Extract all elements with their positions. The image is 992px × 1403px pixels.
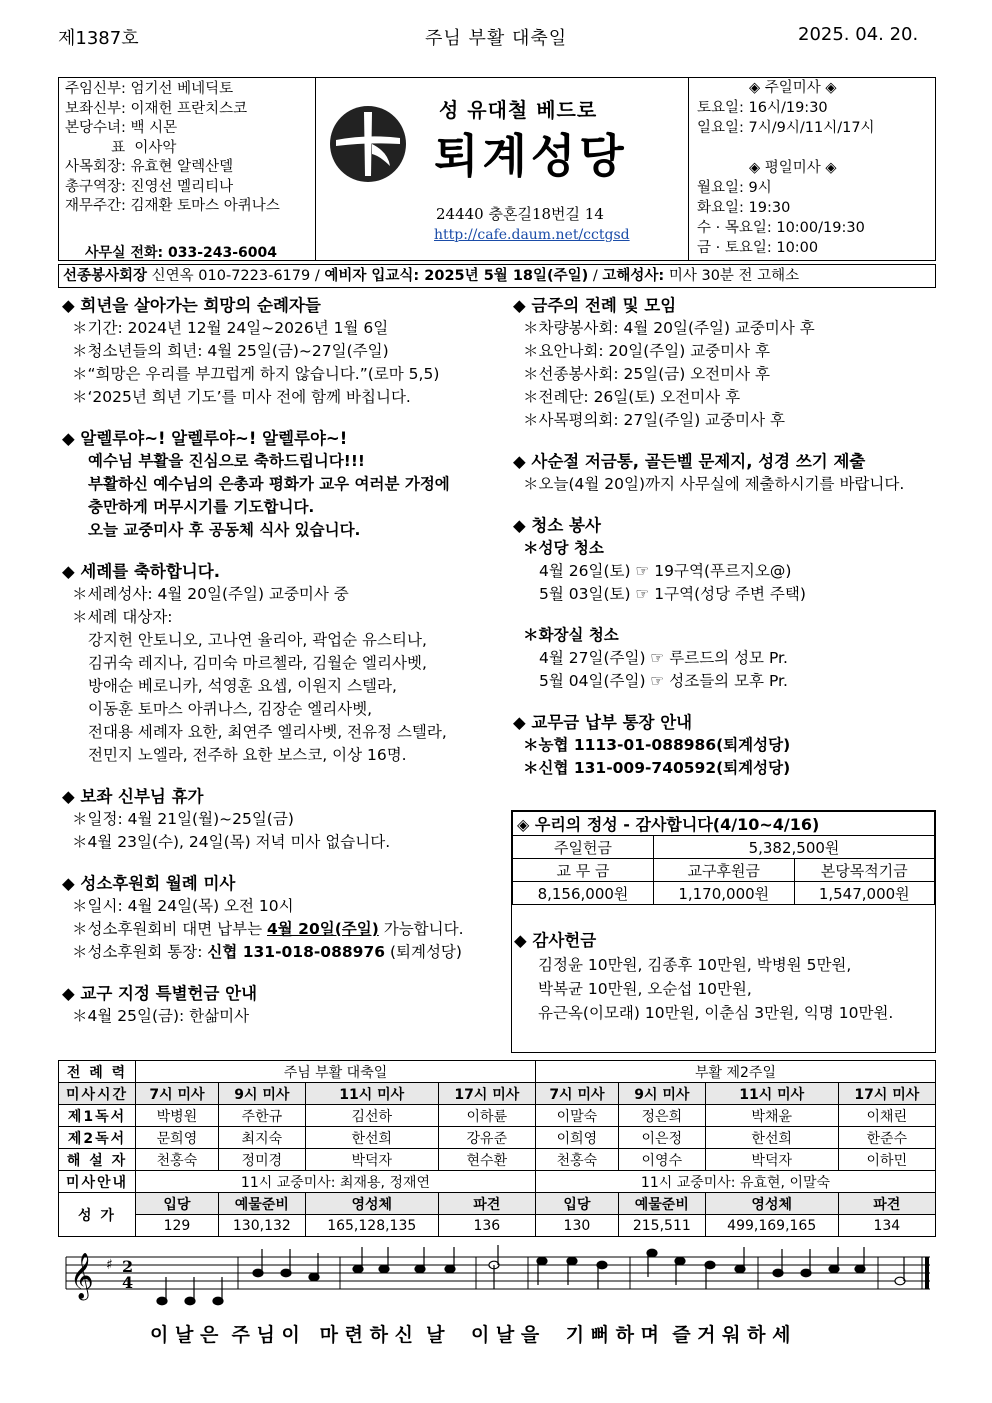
table-cell: 215,511 xyxy=(618,1215,705,1237)
left-column xyxy=(62,294,502,1028)
notes xyxy=(157,1245,905,1305)
list-item: ＊오늘(4월 20일)까지 사무실에 제출하시기를 바랍니다. xyxy=(523,475,905,493)
list-item: 4월 27일(주일) ☞ 루르드의 성모 Pr. xyxy=(539,649,788,667)
sharp-icon: ♯ xyxy=(106,1257,113,1273)
list-item: 전대용 세례자 요한, 최연주 엘리사벳, 전유정 스텔라, xyxy=(88,723,447,741)
list-item xyxy=(62,918,502,941)
table-cell: 천홍숙 xyxy=(535,1149,618,1171)
list-item: ＊농협 1113-01-088986(퇴계성당) xyxy=(523,736,791,754)
offering-value: 1,170,000원 xyxy=(654,882,795,905)
row-label: 제2독서 xyxy=(59,1127,136,1149)
list-item: 이동훈 토마스 아퀴나스, 김장순 엘리사벳, xyxy=(88,700,373,718)
sunday-mass-title: ◈ 주일미사 ◈ xyxy=(749,80,837,96)
section-title: ◆ 사순절 저금통, 골든벨 문제지, 성경 쓰기 제출 xyxy=(513,452,866,471)
list-item: 박복균 10만원, 오순섭 10만원, xyxy=(538,980,752,998)
table-cell: 박덕자 xyxy=(305,1149,438,1171)
music-staff xyxy=(58,1245,936,1315)
table-cell: 이하민 xyxy=(838,1149,935,1171)
list-item: ＊‘2025년 희년 기도’를 미사 전에 함께 바칩니다. xyxy=(72,388,411,406)
table-cell: 9시 미사 xyxy=(618,1083,705,1105)
church-address: 24440 충혼길18번길 14 xyxy=(436,205,604,223)
table-cell: 한선희 xyxy=(305,1127,438,1149)
staff-list xyxy=(65,80,280,217)
table-cell: 7시 미사 xyxy=(535,1083,618,1105)
list-item: 유근옥(이모래) 10만원, 이춘심 3만원, 익명 10만원. xyxy=(538,1004,894,1022)
offering-value: 5,382,500원 xyxy=(654,836,935,859)
row-label: 해 설 자 xyxy=(59,1149,136,1171)
sunday-mass-line: 일요일: 7시/9시/11시/17시 xyxy=(697,120,875,136)
list-item: ＊사목평의회: 27일(주일) 교중미사 후 xyxy=(523,411,785,429)
offering-value: 1,547,000원 xyxy=(794,882,935,905)
info-value: / xyxy=(588,268,603,284)
table-cell: 130,132 xyxy=(218,1215,305,1237)
list-item: ＊4월 25일(금): 한삶미사 xyxy=(72,1007,250,1025)
table-cell: 134 xyxy=(838,1215,935,1237)
table-cell: 박채윤 xyxy=(705,1105,838,1127)
info-bar xyxy=(58,264,936,288)
week-header: 부활 제2주일 xyxy=(535,1061,935,1083)
church-banner xyxy=(315,78,689,260)
offering-title: ◈ 우리의 정성 - 감사합니다(4/10~4/16) xyxy=(513,812,935,836)
table-cell: 한선희 xyxy=(705,1127,838,1149)
text: 4월 20일(주일) xyxy=(267,920,379,938)
section-title: ◆ 성소후원회 월례 미사 xyxy=(62,874,236,893)
list-item: 김정윤 10만원, 김종후 10만원, 박병원 5만원, xyxy=(538,956,852,974)
table-cell: 예물준비 xyxy=(218,1193,305,1215)
info-value: 미사 30분 전 고해소 xyxy=(664,268,800,284)
table-cell: 정미경 xyxy=(218,1149,305,1171)
thanks-offering xyxy=(514,929,893,1025)
header-box xyxy=(58,77,936,261)
time-signature-top: 2 xyxy=(122,1257,134,1276)
list-item: ＊차량봉사회: 4월 20일(주일) 교중미사 후 xyxy=(523,319,815,337)
list-item: 5월 04일(주일) ☞ 성조들의 모후 Pr. xyxy=(539,672,788,690)
staff-line: 사목회장: 유효현 알렉산델 xyxy=(65,159,234,175)
offering-table xyxy=(512,811,935,905)
table-cell: 파견 xyxy=(838,1193,935,1215)
list-item: ＊성당 청소 xyxy=(523,539,604,557)
weekday-mass-title: ◈ 평일미사 ◈ xyxy=(749,160,837,176)
section-title: ◆ 감사헌금 xyxy=(514,931,597,950)
table-cell: 영성체 xyxy=(705,1193,838,1215)
weekday-mass-line: 월요일: 9시 xyxy=(697,180,772,196)
list-item: ＊4월 23일(수), 24일(목) 저녁 미사 없습니다. xyxy=(72,833,391,851)
right-column xyxy=(513,294,938,780)
table-cell: 박덕자 xyxy=(705,1149,838,1171)
issue-number: 제1387호 xyxy=(58,28,139,49)
table-cell: 예물준비 xyxy=(618,1193,705,1215)
list-item: 예수님 부활을 진심으로 축하드립니다!!! xyxy=(88,452,365,470)
list-item: ＊일시: 4월 24일(목) 오전 10시 xyxy=(72,897,294,915)
list-item: 방애순 베로니카, 석영훈 요셉, 이원지 스텔라, xyxy=(88,677,397,695)
table-cell: 130 xyxy=(535,1215,618,1237)
table-cell: 7시 미사 xyxy=(136,1083,219,1105)
weekday-mass-line: 수 · 목요일: 10:00/19:30 xyxy=(697,220,865,236)
section-title: ◆ 금주의 전례 및 모임 xyxy=(513,296,677,315)
row-label: 성 가 xyxy=(59,1193,136,1237)
church-url-link[interactable]: http://cafe.daum.net/cctgsd xyxy=(434,227,630,243)
info-label: 선종봉사회장 xyxy=(63,268,148,284)
hymn-lyrics: 이 날 은 주 님 이 마 련 하 신 날 이 날 을 기 뻐 하 며 즐 거 워 하 세 xyxy=(150,1324,791,1346)
table-cell: 11시 미사 xyxy=(705,1083,838,1105)
table-cell: 9시 미사 xyxy=(218,1083,305,1105)
list-item: 5월 03일(토) ☞ 1구역(성당 주변 주택) xyxy=(539,585,806,603)
feast-title: 주님 부활 대축일 xyxy=(425,28,568,49)
list-item: ＊“희망은 우리를 부끄럽게 하지 않습니다.”(로마 5,5) xyxy=(72,365,440,383)
table-cell: 165,128,135 xyxy=(305,1215,438,1237)
list-item: 강지헌 안토니오, 고나연 율리아, 곽업순 유스티나, xyxy=(88,631,427,649)
staff-line: 표 이사악 xyxy=(65,139,177,156)
row-label: 미사시간 xyxy=(59,1083,136,1105)
table-cell: 주한규 xyxy=(218,1105,305,1127)
list-item: ＊청소년들의 희년: 4월 25일(금)~27일(주일) xyxy=(72,342,389,360)
table-cell: 129 xyxy=(136,1215,219,1237)
section-title: ◆ 교무금 납부 통장 안내 xyxy=(513,713,693,732)
table-cell: 17시 미사 xyxy=(438,1083,535,1105)
bulletin-date: 2025. 04. 20. xyxy=(798,24,919,45)
info-label: 예비자 입교식: 2025년 5월 18일(주일) xyxy=(324,268,589,284)
offering-label: 교 무 금 xyxy=(513,859,654,882)
list-item xyxy=(62,941,502,964)
weekday-mass-line: 금 · 토요일: 10:00 xyxy=(697,240,819,256)
list-item: ＊화장실 청소 xyxy=(523,626,619,644)
table-cell: 이채린 xyxy=(838,1105,935,1127)
table-cell: 박병원 xyxy=(136,1105,219,1127)
table-cell: 11시 미사 xyxy=(305,1083,438,1105)
table-cell: 정은희 xyxy=(618,1105,705,1127)
section-title: ◆ 교구 지정 특별헌금 안내 xyxy=(62,984,258,1003)
table-cell: 11시 교중미사: 최재용, 정재연 xyxy=(136,1171,536,1193)
weekday-mass-line: 화요일: 19:30 xyxy=(697,200,791,216)
week-header: 주님 부활 대축일 xyxy=(136,1061,536,1083)
list-item: ＊세례 대상자: xyxy=(72,608,173,626)
info-label: 고해성사: xyxy=(602,268,665,284)
list-item: 전민지 노엘라, 전주하 요한 보스코, 이상 16명. xyxy=(88,746,407,764)
mass-times xyxy=(697,78,875,258)
list-item: ＊세례성사: 4월 20일(주일) 교중미사 중 xyxy=(72,585,349,603)
staff-line: 보좌신부: 이재헌 프란치스코 xyxy=(65,100,248,117)
table-cell: 499,169,165 xyxy=(705,1215,838,1237)
list-item: ＊신협 131-009-740592(퇴계성당) xyxy=(523,759,791,777)
section-title: ◆ 청소 봉사 xyxy=(513,516,601,535)
table-cell: 11시 교중미사: 유효현, 이말숙 xyxy=(535,1171,935,1193)
staff-line: 본당수녀: 백 시몬 xyxy=(65,120,178,136)
section-title: ◆ 세례를 축하합니다. xyxy=(62,562,220,581)
table-cell: 최지숙 xyxy=(218,1127,305,1149)
text: 가능합니다. xyxy=(378,920,464,938)
table-cell: 이희영 xyxy=(535,1127,618,1149)
list-item: 부활하신 예수님의 은총과 평화가 교우 여러분 가정에 xyxy=(88,475,450,493)
office-phone: 사무실 전화: 033-243-6004 xyxy=(85,245,277,261)
list-item: ＊기간: 2024년 12월 24일~2026년 1월 6일 xyxy=(72,319,389,337)
church-name: 퇴계성당 xyxy=(434,129,628,183)
table-cell: 17시 미사 xyxy=(838,1083,935,1105)
staff-line: 총구역장: 진영선 멜리티나 xyxy=(65,178,234,195)
time-signature-bottom: 4 xyxy=(122,1273,134,1292)
table-cell: 김선하 xyxy=(305,1105,438,1127)
list-item: ＊일정: 4월 21일(월)~25일(금) xyxy=(72,810,294,828)
list-item: ＊선종봉사회: 25일(금) 오전미사 후 xyxy=(523,365,770,383)
table-cell: 현수환 xyxy=(438,1149,535,1171)
table-cell: 천홍숙 xyxy=(136,1149,219,1171)
table-cell: 이은정 xyxy=(618,1127,705,1149)
table-cell: 파견 xyxy=(438,1193,535,1215)
row-label: 전 례 력 xyxy=(59,1061,136,1083)
info-value: 신연옥 010-7223-6179 / xyxy=(147,268,325,284)
table-cell: 강유준 xyxy=(438,1127,535,1149)
text: 신협 131-018-088976 xyxy=(207,943,386,961)
offering-label: 본당목적기금 xyxy=(794,859,935,882)
table-cell: 이영수 xyxy=(618,1149,705,1171)
list-item: ＊전례단: 26일(토) 오전미사 후 xyxy=(523,388,741,406)
offering-label: 교구후원금 xyxy=(654,859,795,882)
table-cell: 136 xyxy=(438,1215,535,1237)
text: ＊성소후원회 통장: xyxy=(72,943,208,961)
list-item: ＊요안나회: 20일(주일) 교중미사 후 xyxy=(523,342,770,360)
text: ＊성소후원회비 대면 납부는 xyxy=(72,920,267,938)
text: (퇴계성당) xyxy=(385,943,462,961)
table-cell: 입당 xyxy=(535,1193,618,1215)
sunday-mass-line: 토요일: 16시/19:30 xyxy=(697,100,828,116)
list-item: 4월 26일(토) ☞ 19구역(푸르지오@) xyxy=(539,562,792,580)
list-item: 충만하게 머무시기를 기도합니다. xyxy=(88,498,315,516)
church-logo-icon xyxy=(328,104,408,184)
table-cell: 이말숙 xyxy=(535,1105,618,1127)
section-title: ◆ 희년을 살아가는 희망의 순례자들 xyxy=(62,296,321,315)
table-cell: 영성체 xyxy=(305,1193,438,1215)
liturgy-schedule-table xyxy=(58,1060,936,1237)
list-item: 김귀숙 레지나, 김미숙 마르첼라, 김월순 엘리사벳, xyxy=(88,654,427,672)
section-title: ◆ 보좌 신부님 휴가 xyxy=(62,787,204,806)
table-cell: 이하륜 xyxy=(438,1105,535,1127)
list-item: 오늘 교중미사 후 공동체 식사 있습니다. xyxy=(88,521,361,539)
church-subtitle: 성 유대철 베드로 xyxy=(439,98,598,122)
row-label: 제1독서 xyxy=(59,1105,136,1127)
offering-label: 주일헌금 xyxy=(513,836,654,859)
table-cell: 입당 xyxy=(136,1193,219,1215)
staff-line: 주임신부: 엄기선 베네딕토 xyxy=(65,81,234,97)
treble-clef-icon: 𝄞 xyxy=(70,1253,94,1299)
staff-line: 재무주간: 김재환 토마스 아퀴나스 xyxy=(65,198,280,214)
offering-box xyxy=(511,810,936,1053)
table-cell: 문희영 xyxy=(136,1127,219,1149)
table-cell: 한준수 xyxy=(838,1127,935,1149)
row-label: 미사안내 xyxy=(59,1171,136,1193)
offering-value: 8,156,000원 xyxy=(513,882,654,905)
section-title: ◆ 알렐루야~! 알렐루야~! 알렐루야~! xyxy=(62,429,348,448)
